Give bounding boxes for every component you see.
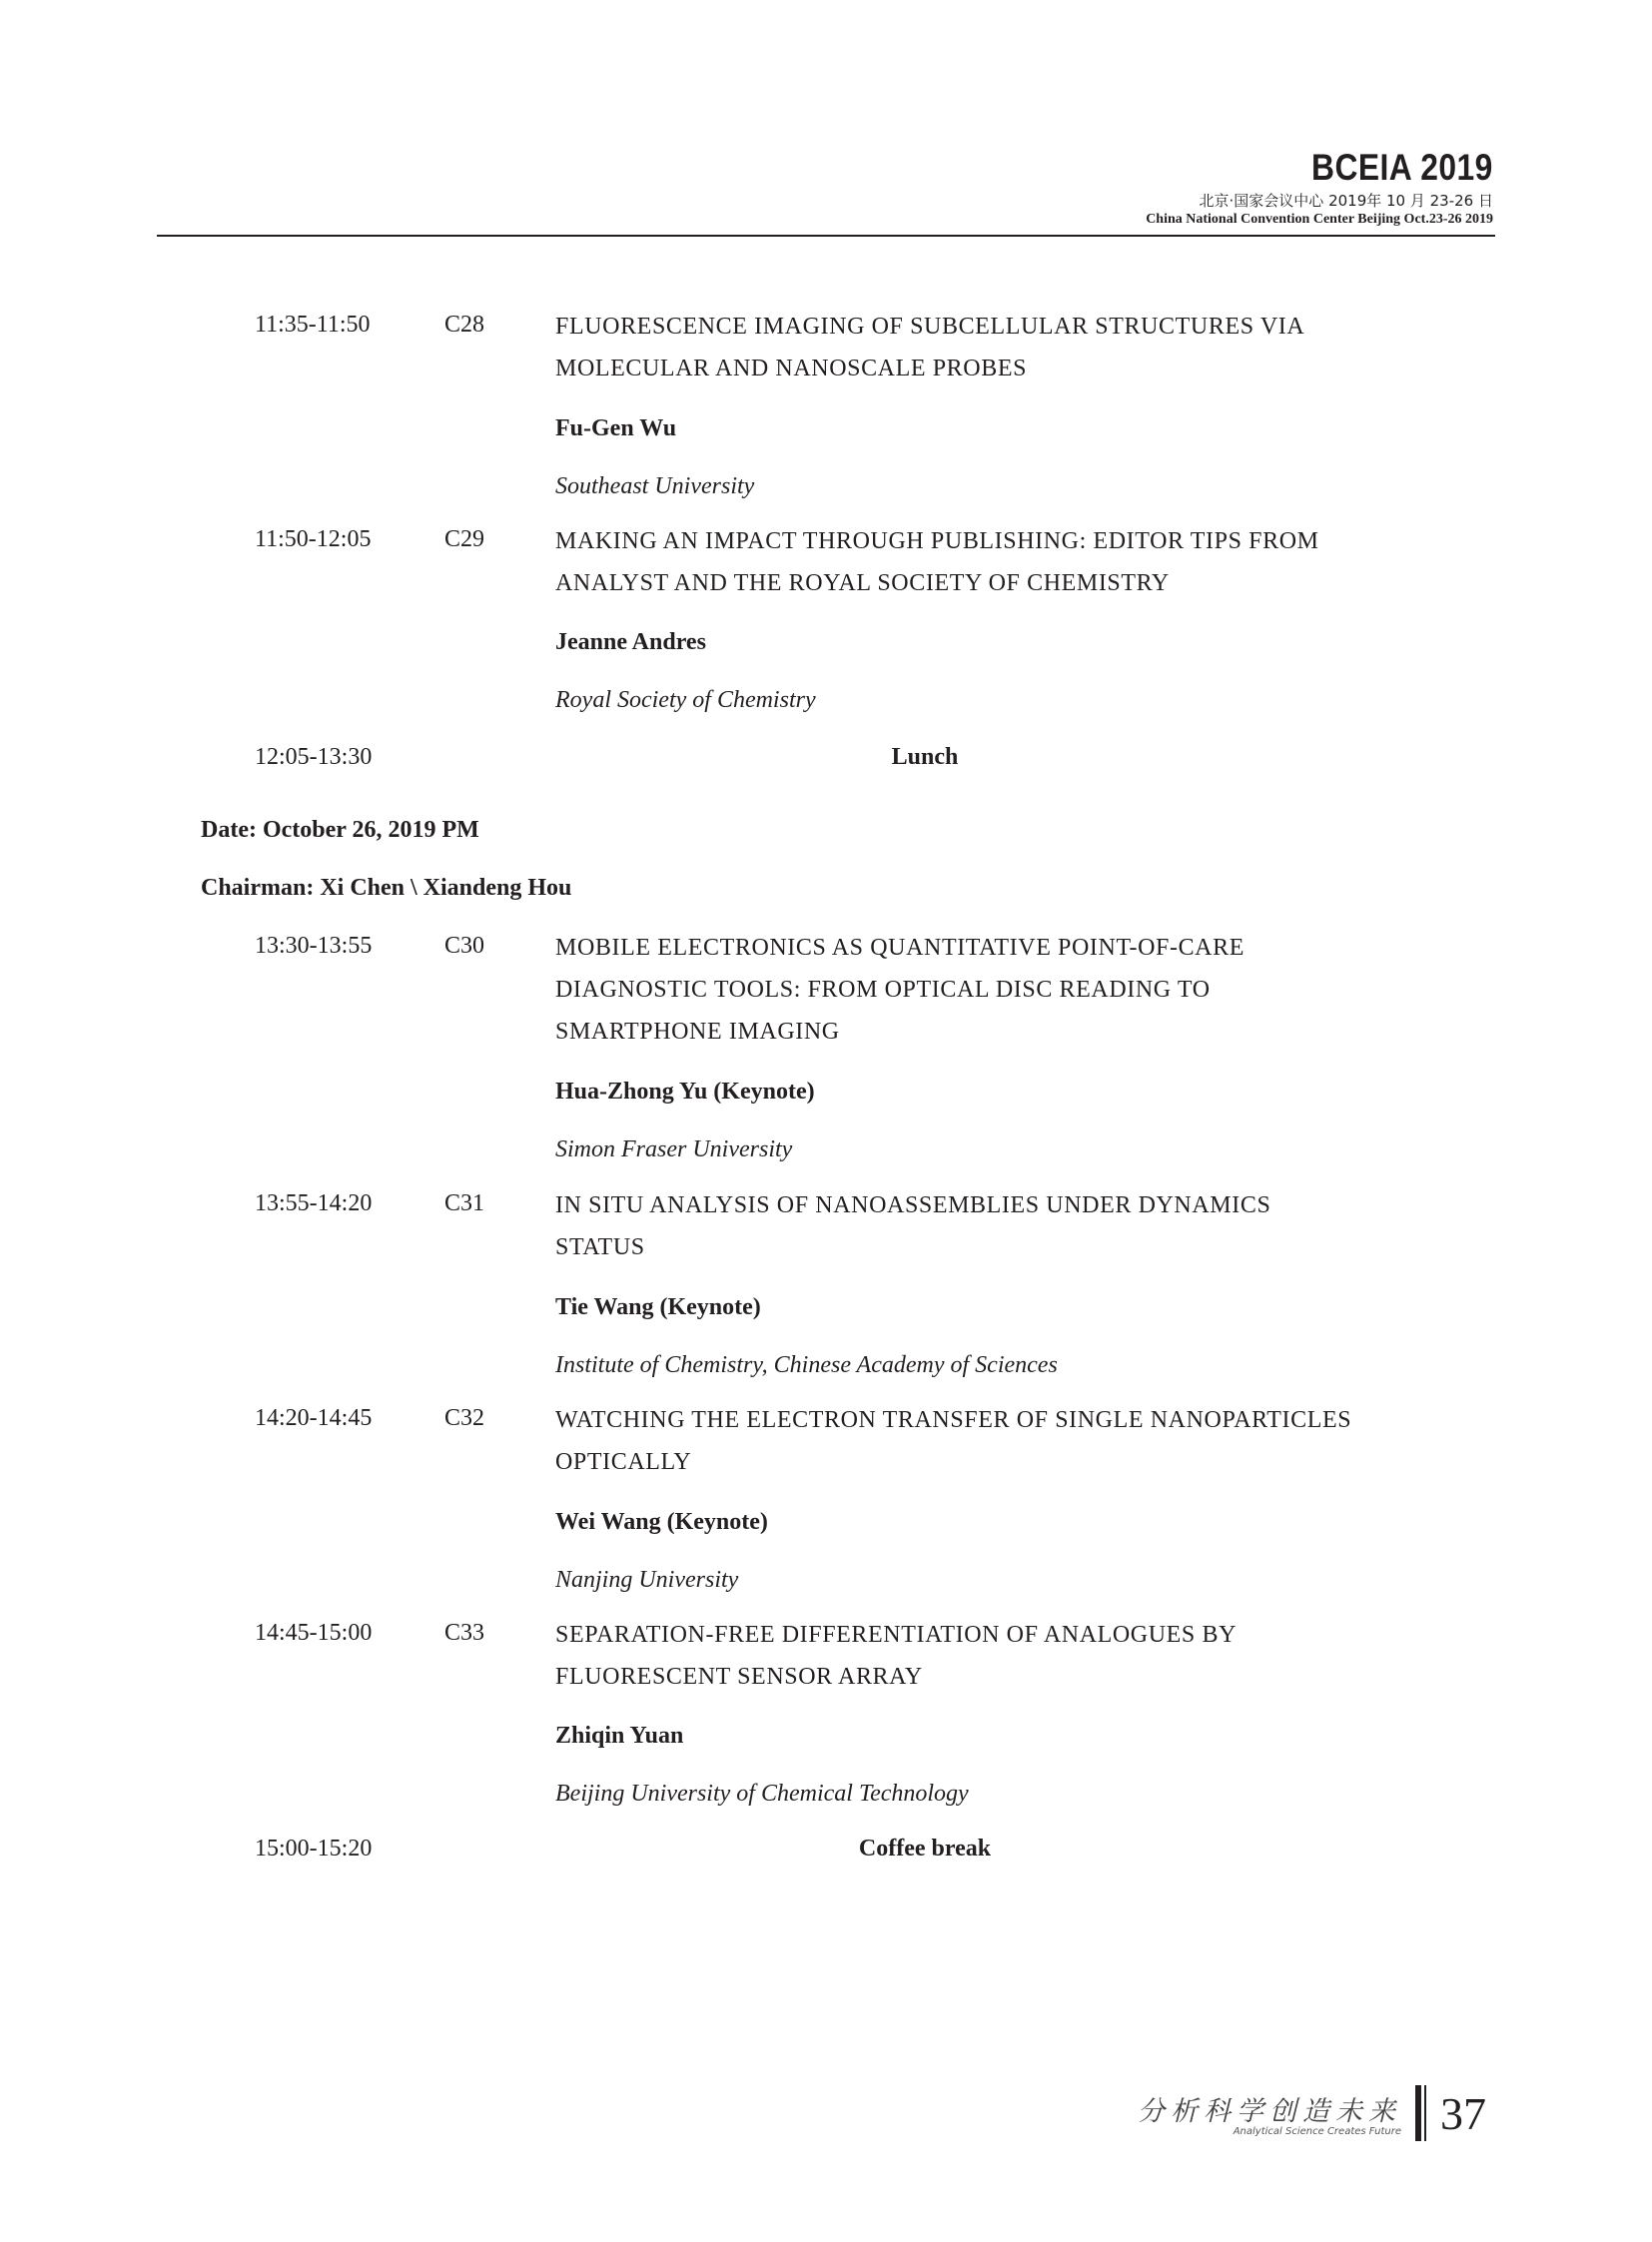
page-number: 37 [1440, 2087, 1486, 2139]
break-time: 15:00-15:20 [255, 1836, 373, 1862]
page-header [1146, 148, 1493, 228]
talk-affiliation: Royal Society of Chemistry [555, 687, 816, 713]
talk-speaker: Fu-Gen Wu [555, 415, 677, 441]
talk-title: WATCHING THE ELECTRON TRANSFER OF SINGLE NANOPARTICLES OPTICALLY [555, 1407, 1352, 1475]
talk-code: C32 [444, 1405, 485, 1431]
talk-time: 11:50-12:05 [255, 526, 372, 552]
coffee-break-label: Coffee break [858, 1836, 992, 1862]
header-subtitle-en: China National Convention Center Beijing Oct.23-26 2019 [1146, 212, 1493, 227]
talk-affiliation: Nanjing University [555, 1567, 739, 1593]
slogan-logo [1138, 2089, 1401, 2137]
slogan-en: Analytical Science Creates Future [1233, 2126, 1401, 2137]
talk-title: FLUORESCENCE IMAGING OF SUBCELLULAR STRUCTURES VIA MOLECULAR AND NANOSCALE PROBES [555, 314, 1303, 381]
divider-bar-thick [1415, 2085, 1421, 2141]
talk-time: 14:20-14:45 [255, 1405, 373, 1431]
session-date: Date: October 26, 2019 PM [201, 817, 479, 843]
lunch-label: Lunch [891, 744, 959, 770]
talk-title: MOBILE ELECTRONICS AS QUANTITATIVE POINT-OF-CARE DIAGNOSTIC TOOLS: FROM OPTICAL DISC READING TO SMARTPHONE IMAGING [555, 935, 1244, 1045]
divider-bar-thin [1424, 2085, 1426, 2141]
header-rule [157, 235, 1495, 237]
page-footer [1138, 2085, 1486, 2141]
talk-code: C28 [444, 312, 485, 338]
talk-code: C33 [444, 1620, 485, 1646]
break-time: 12:05-13:30 [255, 744, 373, 770]
talk-time: 14:45-15:00 [255, 1620, 373, 1646]
talk-code: C29 [444, 526, 485, 552]
talk-code: C30 [444, 933, 485, 959]
talk-affiliation: Simon Fraser University [555, 1136, 793, 1162]
talk-speaker: Hua-Zhong Yu (Keynote) [555, 1079, 815, 1105]
slogan-cn: 分析科学创造未来 [1138, 2096, 1401, 2127]
talk-time: 13:55-14:20 [255, 1190, 373, 1216]
talk-time: 13:30-13:55 [255, 933, 373, 959]
talk-time: 11:35-11:50 [255, 312, 371, 338]
header-subtitle-cn: 北京·国家会议中心 2019年 10 月 23-26 日 [1199, 192, 1493, 210]
talk-title: IN SITU ANALYSIS OF NANOASSEMBLIES UNDER DYNAMICS STATUS [555, 1192, 1271, 1260]
session-chairman: Chairman: Xi Chen \ Xiandeng Hou [201, 875, 572, 901]
talk-title: SEPARATION-FREE DIFFERENTIATION OF ANALOGUES BY FLUORESCENT SENSOR ARRAY [555, 1622, 1237, 1690]
talk-speaker: Zhiqin Yuan [555, 1723, 684, 1749]
talk-affiliation: Beijing University of Chemical Technology [555, 1781, 969, 1807]
talk-speaker: Jeanne Andres [555, 629, 706, 655]
talk-speaker: Tie Wang (Keynote) [555, 1294, 761, 1320]
talk-title: MAKING AN IMPACT THROUGH PUBLISHING: EDITOR TIPS FROM ANALYST AND THE ROYAL SOCIETY OF CHEMISTRY [555, 528, 1319, 596]
footer-divider-bars [1415, 2085, 1426, 2141]
talk-affiliation: Southeast University [555, 473, 755, 499]
talk-affiliation: Institute of Chemistry, Chinese Academy of Sciences [555, 1352, 1058, 1378]
talk-code: C31 [444, 1190, 485, 1216]
brand-title: BCEIA 2019 [1311, 147, 1493, 188]
talk-speaker: Wei Wang (Keynote) [555, 1509, 768, 1535]
